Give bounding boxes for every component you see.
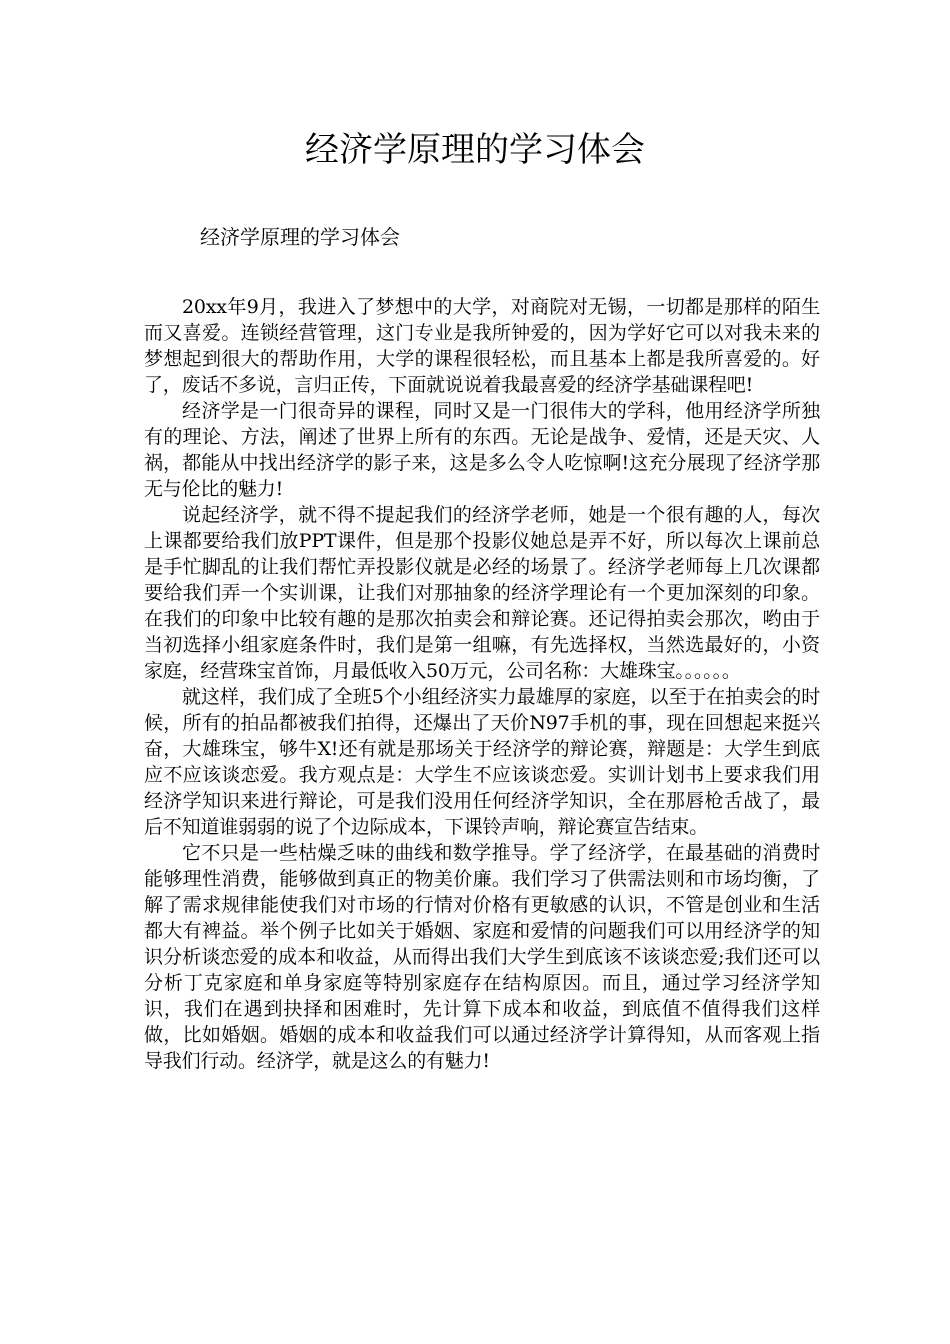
document-title: 经济学原理的学习体会 — [305, 130, 645, 170]
paragraph-3: 说起经济学，就不得不提起我们的经济学老师，她是一个很有趣的人，每次上课都要给我们放PPT课件，但是那个投影仪她总是弄不好，所以每次上课前总是手忙脚乱的让我们帮忙弄投影仪就是必经的场景了。经济学老师每上几次课都要给我们弄一个实训课，让我们对那抽象的经济学理论有一个更加深刻的印象。在我们的印象中比较有趣的是那次拍卖会和辩论赛。还记得拍卖会那次，哟由于当初选择小组家庭条件时，我们是第一组嘛，有先选择权，当然选最好的，小资家庭，经营珠宝首饰，月最低收入50万元，公司名称：大雄珠宝。。。。。。 — [144, 504, 820, 682]
document-body — [144, 294, 820, 1074]
paragraph-5: 它不只是一些枯燥乏味的曲线和数学推导。学了经济学，在最基础的消费时能够理性消费，能够做到真正的物美价廉。我们学习了供需法则和市场均衡，了解了需求规律能使我们对市场的行情对价格有更敏感的认识，不管是创业和生活都大有裨益。举个例子比如关于婚姻、家庭和爱情的问题我们可以用经济学的知识分析谈恋爱的成本和收益，从而得出我们大学生到底该不该谈恋爱;我们还可以分析丁克家庭和单身家庭等特别家庭存在结构原因。而且，通过学习经济学知识，我们在遇到抉择和困难时，先计算下成本和收益，到底值不值得我们这样做，比如婚姻。婚姻的成本和收益我们可以通过经济学计算得知，从而客观上指导我们行动。经济学，就是这么的有魅力! — [144, 842, 820, 1072]
paragraph-1: 20xx年9月，我进入了梦想中的大学，对商院对无锡，一切都是那样的陌生而又喜爱。连锁经营管理，这门专业是我所钟爱的，因为学好它可以对我未来的梦想起到很大的帮助作用，大学的课程很轻松，而且基本上都是我所喜爱的。好了，废话不多说，言归正传，下面就说说着我最喜爱的经济学基础课程吧! — [144, 296, 820, 396]
paragraph-2: 经济学是一门很奇异的课程，同时又是一门很伟大的学科，他用经济学所独有的理论、方法，阐述了世界上所有的东西。无论是战争、爱情，还是天灾、人祸，都能从中找出经济学的影子来，这是多么令人吃惊啊!这充分展现了经济学那无与伦比的魅力! — [144, 400, 820, 500]
paragraph-4: 就这样，我们成了全班5个小组经济实力最雄厚的家庭，以至于在拍卖会的时候，所有的拍品都被我们拍得，还爆出了天价N97手机的事，现在回想起来挺兴奋，大雄珠宝，够牛X!还有就是那场关于经济学的辩论赛，辩题是：大学生到底应不应该谈恋爱。我方观点是：大学生不应该谈恋爱。实训计划书上要求我们用经济学知识来进行辩论，可是我们没用任何经济学知识，全在那唇枪舌战了，最后不知道谁弱弱的说了个边际成本，下课铃声响，辩论赛宣告结束。 — [144, 686, 820, 838]
document-subtitle: 经济学原理的学习体会 — [200, 225, 400, 249]
